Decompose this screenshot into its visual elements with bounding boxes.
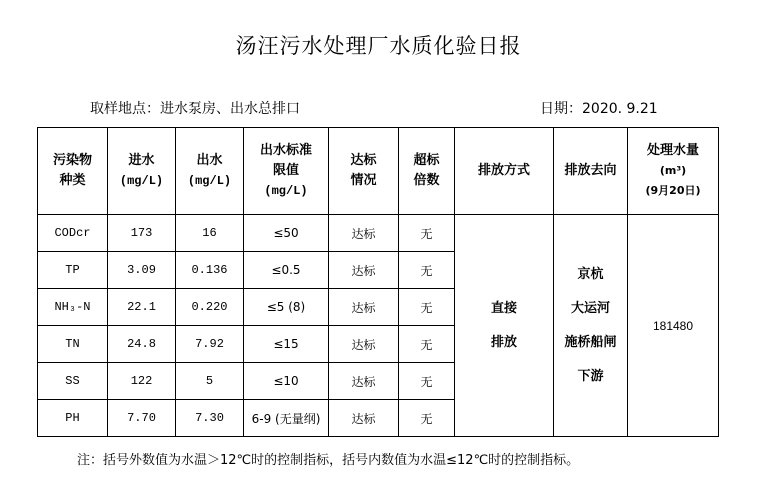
sampling-location: 取样地点：进水泵房、出水总排口 bbox=[90, 101, 300, 117]
header-discharge-method: 排放方式 bbox=[455, 128, 554, 215]
header-exceed-line1: 超标 bbox=[413, 153, 440, 168]
report-date: 日期：2020. 9.21 bbox=[540, 101, 658, 117]
inflow-value: 7.70 bbox=[108, 400, 176, 437]
status-value: 达标 bbox=[329, 252, 399, 289]
header-row bbox=[38, 128, 719, 215]
exceed-value: 无 bbox=[399, 289, 455, 326]
header-pollutant bbox=[38, 128, 108, 215]
limit-value: 6-9 (无量纲) bbox=[244, 400, 329, 437]
inflow-value: 3.09 bbox=[108, 252, 176, 289]
header-volume-line1: 处理水量 bbox=[646, 143, 699, 158]
header-limit-unit: (mg/L) bbox=[264, 184, 308, 198]
pollutant-name: SS bbox=[38, 363, 108, 400]
header-outflow-line1: 出水 bbox=[196, 153, 223, 168]
exceed-value: 无 bbox=[399, 400, 455, 437]
status-value: 达标 bbox=[329, 215, 399, 252]
pollutant-name: NH₃-N bbox=[38, 289, 108, 326]
outflow-value: 5 bbox=[176, 363, 244, 400]
header-outflow bbox=[176, 128, 244, 215]
pollutant-name: TN bbox=[38, 326, 108, 363]
exceed-value: 无 bbox=[399, 252, 455, 289]
discharge-method bbox=[455, 215, 554, 437]
water-quality-table bbox=[37, 127, 719, 437]
exceed-value: 无 bbox=[399, 215, 455, 252]
discharge-method-line1: 直接 bbox=[490, 300, 517, 316]
discharge-destination bbox=[554, 215, 628, 437]
limit-value: ≤10 bbox=[244, 363, 329, 400]
report-title: 汤汪污水处理厂水质化验日报 bbox=[235, 34, 522, 58]
pollutant-name: TP bbox=[38, 252, 108, 289]
exceed-value: 无 bbox=[399, 363, 455, 400]
header-limit-line1: 出水标准 bbox=[259, 143, 312, 158]
header-inflow bbox=[108, 128, 176, 215]
status-value: 达标 bbox=[329, 363, 399, 400]
header-inflow-unit: (mg/L) bbox=[119, 174, 164, 188]
outflow-value: 0.220 bbox=[176, 289, 244, 326]
header-compliance-line1: 达标 bbox=[350, 153, 377, 168]
header-outflow-unit: (mg/L) bbox=[187, 174, 232, 188]
header-exceed-line2: 倍数 bbox=[413, 173, 440, 188]
limit-value: ≤5 (8) bbox=[244, 289, 329, 326]
inflow-value: 173 bbox=[108, 215, 176, 252]
status-value: 达标 bbox=[329, 400, 399, 437]
discharge-dest-line2: 大运河 bbox=[570, 300, 610, 316]
header-compliance-line2: 情况 bbox=[350, 173, 377, 188]
limit-value: ≤15 bbox=[244, 326, 329, 363]
inflow-value: 22.1 bbox=[108, 289, 176, 326]
inflow-value: 122 bbox=[108, 363, 176, 400]
pollutant-name: CODcr bbox=[38, 215, 108, 252]
header-exceed bbox=[399, 128, 455, 215]
header-compliance bbox=[329, 128, 399, 215]
header-volume-unit: (m³) bbox=[659, 164, 687, 177]
discharge-method-line2: 排放 bbox=[490, 334, 517, 350]
outflow-value: 0.136 bbox=[176, 252, 244, 289]
status-value: 达标 bbox=[329, 326, 399, 363]
header-volume bbox=[628, 128, 719, 215]
limit-value: ≤50 bbox=[244, 215, 329, 252]
header-pollutant-line2: 种类 bbox=[59, 173, 86, 188]
outflow-value: 7.92 bbox=[176, 326, 244, 363]
discharge-dest-line4: 下游 bbox=[577, 368, 604, 384]
discharge-dest-line1: 京杭 bbox=[577, 266, 604, 282]
header-pollutant-line1: 污染物 bbox=[52, 153, 92, 168]
header-limit-line2: 限值 bbox=[272, 163, 299, 178]
outflow-value: 16 bbox=[176, 215, 244, 252]
pollutant-name: PH bbox=[38, 400, 108, 437]
discharge-dest-line3: 施桥船闸 bbox=[564, 334, 617, 350]
table-row bbox=[38, 215, 719, 252]
header-inflow-line1: 进水 bbox=[128, 153, 155, 168]
volume-total: 181480 bbox=[628, 215, 719, 437]
exceed-value: 无 bbox=[399, 326, 455, 363]
outflow-value: 7.30 bbox=[176, 400, 244, 437]
status-value: 达标 bbox=[329, 289, 399, 326]
header-limit bbox=[244, 128, 329, 215]
header-discharge-dest: 排放去向 bbox=[554, 128, 628, 215]
limit-value: ≤0.5 bbox=[244, 252, 329, 289]
inflow-value: 24.8 bbox=[108, 326, 176, 363]
header-volume-date: (9月20日) bbox=[645, 184, 701, 197]
footnote: 注：括号外数值为水温＞12℃时的控制指标，括号内数值为水温≤12℃时的控制指标。 bbox=[77, 453, 580, 468]
